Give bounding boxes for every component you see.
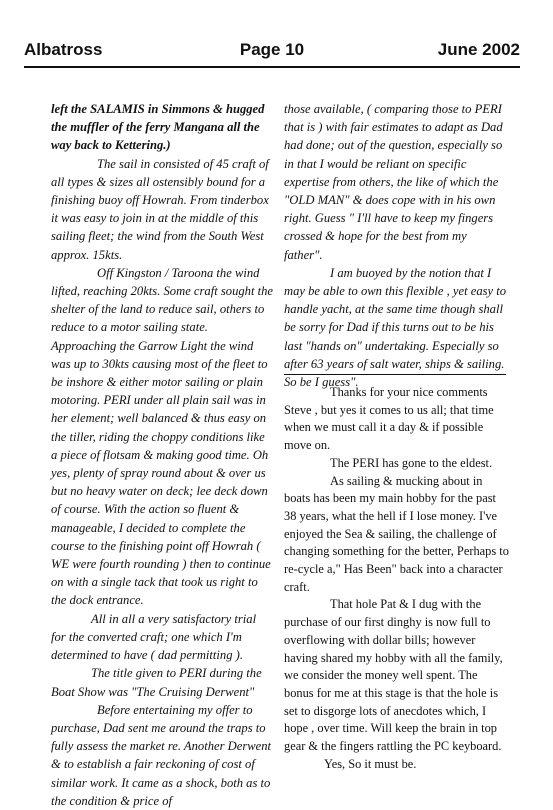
reply-paragraph: The PERI has gone to the eldest. xyxy=(330,455,493,470)
lead-paragraph: left the SALAMIS in Simmons & hugged the muffler of the ferry Mangana all the way back to Kettering.) xyxy=(51,102,265,153)
article-paragraph: The sail in consisted of 45 craft of all types & sizes all ostensibly bound for a finishing buoy off Howrah. From tinderbox it was easy to join in at the middle of this sailing fleet; the wind from the South West approx. 15kts. xyxy=(51,156,269,262)
header-rule xyxy=(24,66,520,68)
page-number: Page 10 xyxy=(239,40,305,59)
reply-paragraph: As sailing & mucking about in boats has been my main hobby for the past 38 years, what the hell if I lose money. I've enjoyed the Sea & sailing, the challenge of changing something for the better, Perhaps to re-cycle a," Has Been" back into a character craft. xyxy=(284,473,509,594)
section-divider xyxy=(284,374,506,375)
publication-title: Albatross xyxy=(24,40,103,59)
article-paragraph: The title given to PERI during the Boat Show was "The Cruising Derwent" xyxy=(51,666,262,699)
right-column-top xyxy=(284,100,508,391)
issue-date: June 2002 xyxy=(437,40,520,59)
reply-paragraph: That hole Pat & I dug with the purchase of our first dinghy is now full to overflowing with dollar bills; however having shared my hobby with all the family, we consider the money well spent. The bonus for me at this stage is that the hole is set to disgorge lots of anecdotes which, I hope , over time. Will keep the brain in top gear & the fingers rattling the PC keyboard. xyxy=(284,597,503,754)
article-paragraph: All in all a very satisfactory trial for the converted craft; one which I'm determined to have ( dad permitting ). xyxy=(51,611,257,663)
page-header xyxy=(24,40,520,66)
left-column xyxy=(51,100,273,810)
article-paragraph: I am buoyed by the notion that I may be able to own this flexible , yet easy to handle yacht, at the same time though shall be sorry for Dad if this turns out to be his last "hands on" undertaking. Especially so after 63 years of salt water, ships & sailing. So be I guess". xyxy=(284,265,507,390)
article-paragraph: Off Kingston / Taroona the wind lifted, reaching 20kts. Some craft sought the shelter of the land to reduce sail, others to reduce to a motor sailing state. Approaching the Garrow Light the wind was up to 30kts causing most of the fleet to be inshore & either motor sailing or plain motoring. PERI under all plain sail was in her element; well balanced & thus easy on the tiller, riding the choppy conditions like a piece of flotsam & making good time. Oh yes, plenty of spray round about & over us but no heavy water on deck; lee deck down of course. With the action so fluent & manageable, I decided to complete the course to the finishing point off Howrah ( WE were fourth rounding ) then to continue on with a single tack that took us right to the dock entrance. xyxy=(51,265,273,608)
article-paragraph: Before entertaining my offer to purchase, Dad sent me around the traps to fully assess the market re. Another Derwent & to establish a fair reckoning of cost of similar work. It came as a shock, both as to the condition & price of xyxy=(51,702,272,808)
article-paragraph: those available, ( comparing those to PERI that is ) with fair estimates to adapt as Dad had done; out of the question, especially so in that I would be reliant on specific expertise from others, the like of which the "OLD MAN" & does cope with in his own right. Guess " I'll have to keep my fingers crossed & hope for the best from my father". xyxy=(284,102,503,262)
reply-paragraph: Yes, So it must be. xyxy=(324,756,417,771)
reply-paragraph: Thanks for your nice comments Steve , but yes it comes to us all; that time when we must call it a day & if possible move on. xyxy=(284,385,494,453)
right-column-bottom xyxy=(284,384,510,773)
